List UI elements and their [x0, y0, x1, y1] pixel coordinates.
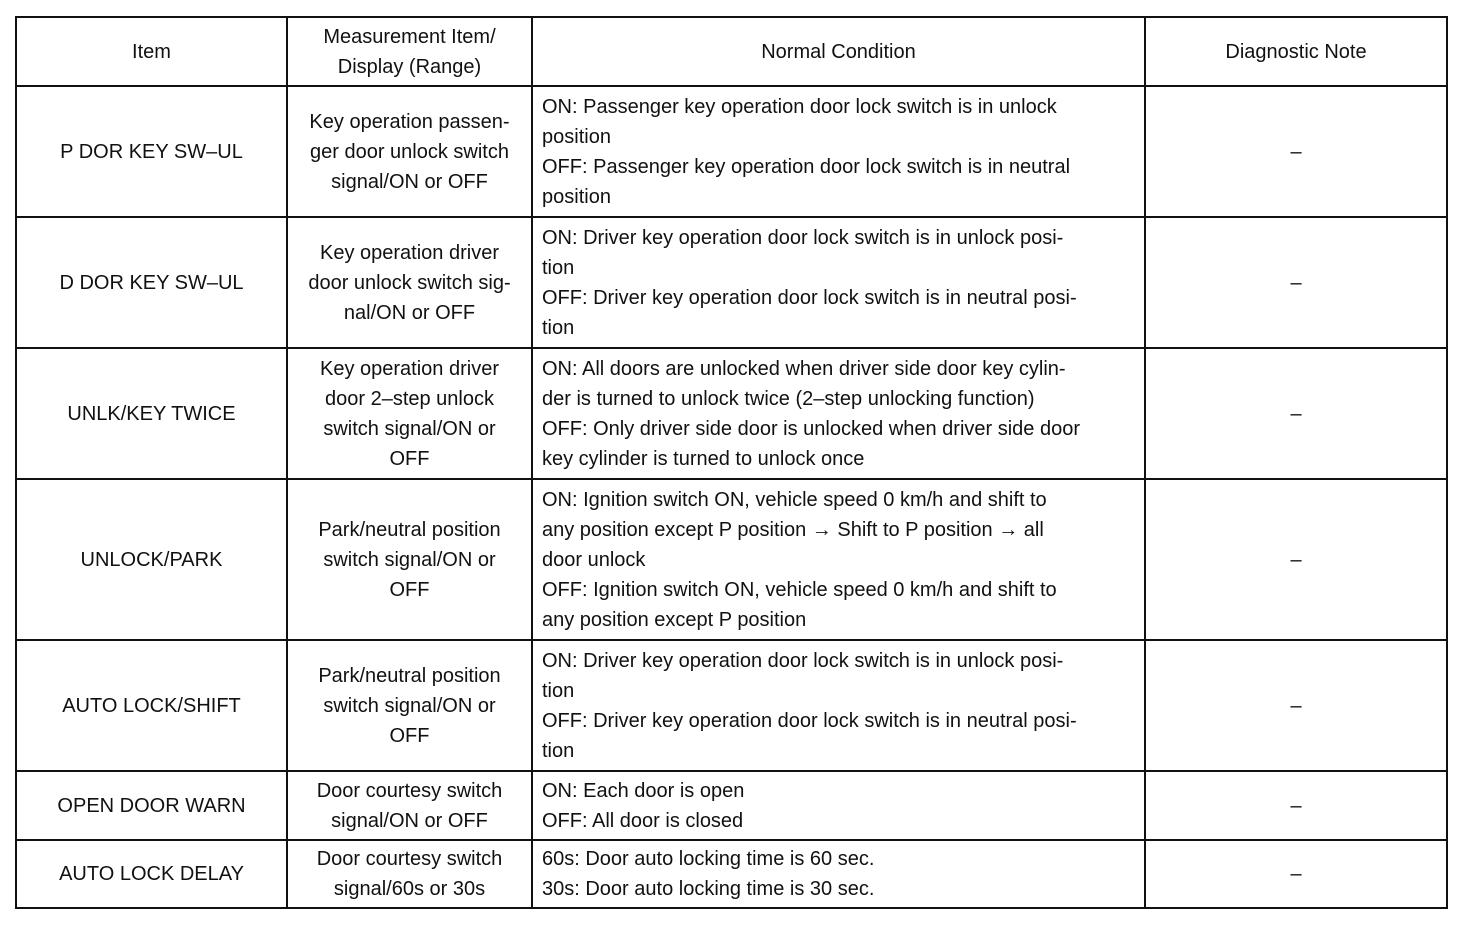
header-item: Item [16, 17, 287, 86]
normal-condition-line: 60s: Door auto locking time is 60 sec. [542, 848, 875, 870]
header-measurement [287, 17, 532, 86]
measurement-line: OFF [389, 578, 430, 601]
measurement-cell [287, 479, 532, 640]
header-measurement-line: Measurement Item/ [323, 25, 496, 48]
item-cell: UNLK/KEY TWICE [16, 348, 287, 479]
table-row [16, 640, 1447, 771]
normal-condition-cell [532, 348, 1145, 479]
table-row [16, 86, 1447, 217]
normal-condition-cell [532, 640, 1145, 771]
normal-condition-line: ON: Driver key operation door lock switch is in unlock posi- [542, 649, 1064, 672]
diagnostic-note-cell: – [1145, 771, 1447, 840]
diagnostic-note-cell: – [1145, 640, 1447, 771]
normal-condition-line: OFF: Ignition switch ON, vehicle speed 0 km/h and shift to [542, 578, 1057, 601]
measurement-line: Key operation driver [320, 357, 499, 380]
normal-condition-line: tion [542, 316, 575, 339]
normal-condition-line: any position except P position → Shift to P position → all [542, 518, 1044, 541]
header-measurement-line: Display (Range) [337, 55, 482, 78]
normal-condition-cell [532, 840, 1145, 908]
measurement-line: signal/60s or 30s [333, 878, 486, 900]
table-row [16, 348, 1447, 479]
measurement-line: Key operation driver [320, 241, 499, 264]
table-row [16, 217, 1447, 348]
item-cell: AUTO LOCK/SHIFT [16, 640, 287, 771]
measurement-line: Park/neutral position [318, 664, 501, 687]
diagnostic-note-cell: – [1145, 348, 1447, 479]
normal-condition-line: ON: Ignition switch ON, vehicle speed 0 km/h and shift to [542, 488, 1047, 511]
diagnostic-note-cell: – [1145, 217, 1447, 348]
diagnostic-note-cell: – [1145, 86, 1447, 217]
measurement-cell [287, 771, 532, 840]
normal-condition-line: 30s: Door auto locking time is 30 sec. [542, 878, 875, 900]
header-normal-condition: Normal Condition [532, 17, 1145, 86]
normal-condition-line: OFF: All door is closed [542, 809, 744, 832]
normal-condition-line: position [542, 185, 611, 208]
normal-condition-line: door unlock [542, 548, 646, 571]
data-list-table-container [15, 16, 1448, 909]
measurement-line: nal/ON or OFF [343, 301, 476, 324]
measurement-line: signal/ON or OFF [331, 809, 488, 832]
normal-condition-line: tion [542, 739, 575, 762]
normal-condition-line: ON: Each door is open [542, 779, 745, 802]
normal-condition-cell [532, 479, 1145, 640]
measurement-cell [287, 640, 532, 771]
item-cell: OPEN DOOR WARN [16, 771, 287, 840]
measurement-line: OFF [389, 724, 430, 747]
diagnostic-note-cell: – [1145, 840, 1447, 908]
item-cell: D DOR KEY SW–UL [16, 217, 287, 348]
normal-condition-line: tion [542, 256, 575, 279]
normal-condition-line: key cylinder is turned to unlock once [542, 447, 865, 470]
measurement-cell [287, 217, 532, 348]
table-body [16, 86, 1447, 908]
table-row [16, 771, 1447, 840]
measurement-line: switch signal/ON or [323, 417, 496, 440]
item-cell: AUTO LOCK DELAY [16, 840, 287, 908]
normal-condition-cell [532, 771, 1145, 840]
measurement-cell [287, 348, 532, 479]
item-cell: P DOR KEY SW–UL [16, 86, 287, 217]
diagnostic-note-cell: – [1145, 479, 1447, 640]
measurement-line: door 2–step unlock [324, 387, 494, 410]
normal-condition-line: ON: Driver key operation door lock switch is in unlock posi- [542, 226, 1064, 249]
header-diagnostic-note: Diagnostic Note [1145, 17, 1447, 86]
normal-condition-line: OFF: Passenger key operation door lock switch is in neutral [542, 155, 1071, 178]
normal-condition-line: any position except P position [542, 608, 807, 631]
normal-condition-line: tion [542, 679, 575, 702]
table-row [16, 840, 1447, 908]
measurement-cell [287, 86, 532, 217]
normal-condition-line: position [542, 125, 611, 148]
data-list-table [15, 16, 1448, 909]
normal-condition-line: der is turned to unlock twice (2–step unlocking function) [542, 387, 1035, 410]
measurement-line: door unlock switch sig- [308, 271, 511, 294]
measurement-line: OFF [389, 447, 430, 470]
measurement-line: Door courtesy switch [316, 848, 503, 870]
normal-condition-line: ON: Passenger key operation door lock switch is in unlock [542, 95, 1057, 118]
measurement-line: signal/ON or OFF [331, 170, 488, 193]
normal-condition-cell [532, 217, 1145, 348]
table-header-row [16, 17, 1447, 86]
normal-condition-line: OFF: Driver key operation door lock switch is in neutral posi- [542, 286, 1077, 309]
measurement-line: switch signal/ON or [323, 694, 496, 717]
measurement-line: switch signal/ON or [323, 548, 496, 571]
measurement-line: Door courtesy switch [316, 779, 503, 802]
normal-condition-line: OFF: Only driver side door is unlocked when driver side door [542, 417, 1081, 440]
measurement-line: Park/neutral position [318, 518, 501, 541]
normal-condition-cell [532, 86, 1145, 217]
normal-condition-line: OFF: Driver key operation door lock switch is in neutral posi- [542, 709, 1077, 732]
measurement-line: Key operation passen- [309, 110, 510, 133]
measurement-line: ger door unlock switch [310, 140, 509, 163]
item-cell: UNLOCK/PARK [16, 479, 287, 640]
normal-condition-line: ON: All doors are unlocked when driver side door key cylin- [542, 357, 1066, 380]
measurement-cell [287, 840, 532, 908]
table-row [16, 479, 1447, 640]
